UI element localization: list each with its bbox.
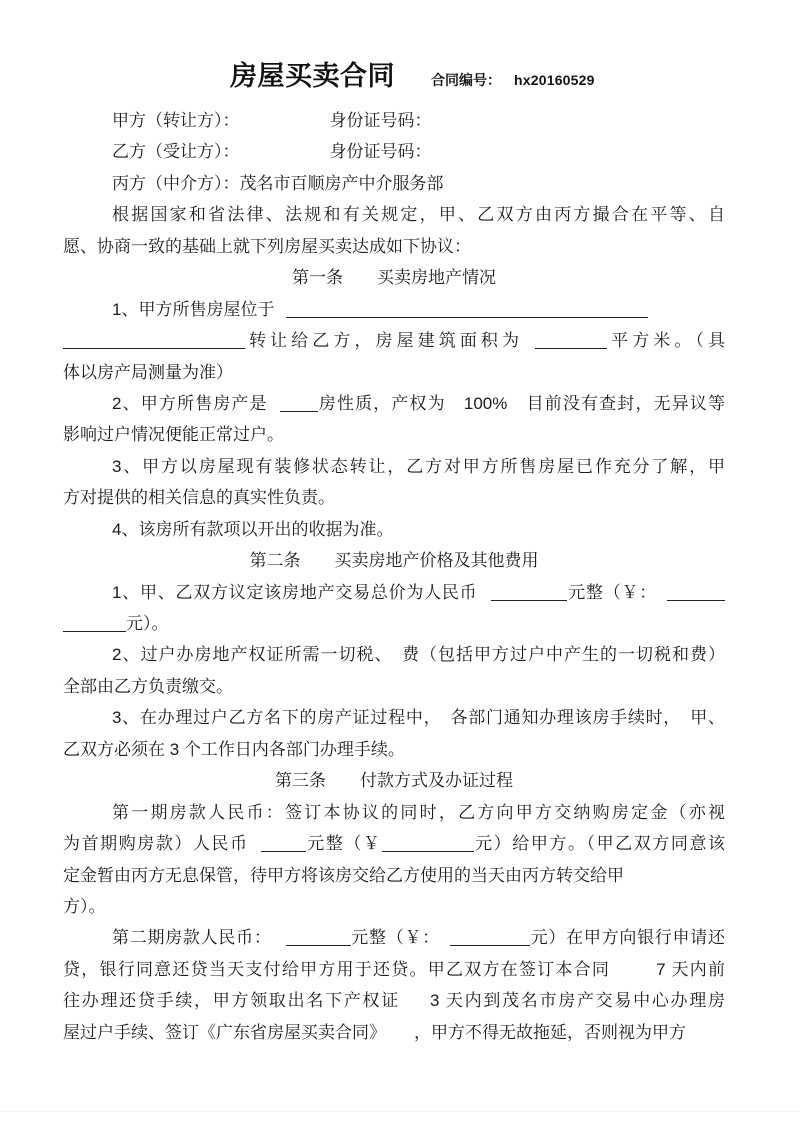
doc-text: 1、甲、乙双方议定该房地产交易总价为人民币 bbox=[112, 582, 478, 602]
doc-text: 元）。 bbox=[126, 614, 169, 633]
preamble-line bbox=[63, 199, 725, 230]
doc-text: 3 天内到茂名市房产交易中心办理房 bbox=[430, 991, 726, 1011]
doc-text: 方对提供的相关信息的真实性负责。 bbox=[63, 488, 335, 508]
page-title: 房屋买卖合同 bbox=[230, 61, 395, 91]
spacer bbox=[610, 974, 656, 975]
doc-text: 乙方（受让方）： bbox=[112, 142, 240, 162]
blank-field bbox=[261, 835, 306, 852]
clause-line bbox=[63, 702, 725, 733]
doc-text: 元）在甲方向银行申请还 bbox=[529, 928, 726, 948]
doc-text: 愿、协商一致的基础上就下列房屋买卖达成如下协议： bbox=[63, 236, 471, 256]
spacer bbox=[268, 408, 280, 409]
section-1-heading bbox=[63, 262, 725, 293]
document-header bbox=[230, 58, 595, 94]
clause-line bbox=[63, 608, 725, 639]
doc-text: 转让给乙方，房屋建筑面积为 bbox=[245, 331, 524, 351]
blank-field bbox=[450, 929, 530, 946]
clause-line bbox=[63, 482, 725, 513]
payment-2-line bbox=[63, 1017, 725, 1048]
blank-field bbox=[535, 332, 607, 349]
contract-number-value: hx20160529 bbox=[514, 72, 595, 88]
doc-text: 贷，银行同意还贷当天支付给甲方用于还贷。甲乙双方在签订本合同 bbox=[63, 959, 611, 979]
preamble-line bbox=[63, 231, 725, 262]
clause-line bbox=[63, 671, 725, 702]
doc-text: 元）给甲方。（甲乙双方同意该 bbox=[473, 834, 726, 854]
payment-1-line bbox=[63, 860, 725, 891]
blank-field bbox=[286, 929, 351, 946]
clause-line bbox=[63, 419, 725, 450]
doc-text: 3、在办理过户乙方名下的房产证过程中， 各部门通知办理该房手续时， 甲、 bbox=[112, 708, 725, 728]
doc-text: 影响过户情况便能正常过户。 bbox=[63, 425, 284, 445]
spacer bbox=[657, 597, 667, 598]
spacer bbox=[272, 942, 286, 943]
payment-2-line bbox=[63, 954, 725, 985]
party-a-line bbox=[63, 105, 725, 136]
blank-field bbox=[382, 835, 474, 852]
doc-text: 乙双方必须在 3 个工作日内各部门办理手续。 bbox=[63, 739, 405, 759]
doc-text: 第二条 买卖房地产价格及其他费用 bbox=[249, 551, 539, 571]
blank-field bbox=[286, 301, 648, 318]
doc-text: 身份证号码： bbox=[329, 142, 432, 162]
doc-text: 2、过户办房地产权证所需一切税、 费（包括甲方过户中产生的一切税和费） bbox=[112, 645, 725, 665]
clause-line bbox=[63, 451, 725, 482]
payment-1-line bbox=[63, 797, 725, 828]
spacer bbox=[386, 1037, 414, 1038]
page-bottom-edge bbox=[0, 1111, 800, 1112]
blank-field bbox=[63, 332, 245, 349]
clause-line bbox=[63, 388, 725, 419]
spacer bbox=[523, 345, 535, 346]
doc-text: 4、该房所有款项以开出的收据为准。 bbox=[112, 519, 394, 539]
doc-text: 3、甲方以房屋现有装修状态转让，乙方对甲方所售房屋已作充分了解，甲 bbox=[112, 456, 725, 476]
blank-field bbox=[63, 615, 126, 632]
contract-number-label: 合同编号： bbox=[431, 72, 501, 88]
doc-text: 第三条 付款方式及办证过程 bbox=[275, 771, 513, 791]
doc-text: 第一条 买卖房地产情况 bbox=[292, 268, 496, 288]
doc-text: 方）。 bbox=[63, 896, 106, 916]
document-body bbox=[63, 105, 725, 1048]
clause-line bbox=[63, 639, 725, 670]
doc-text: 房性质，产权为 100% 目前没有查封，无异议等 bbox=[317, 393, 725, 413]
doc-text: ，甲方不得无故拖延，否则视为甲方 bbox=[414, 1022, 686, 1042]
doc-text: 1、甲方所售房屋位于 bbox=[112, 299, 275, 319]
spacer bbox=[477, 597, 491, 598]
section-3-heading bbox=[63, 765, 725, 796]
party-b-line bbox=[63, 136, 725, 167]
spacer bbox=[440, 942, 450, 943]
doc-text: 7 天内前 bbox=[656, 959, 725, 979]
clause-line bbox=[63, 325, 725, 356]
clause-line bbox=[63, 577, 725, 608]
doc-text: 定金暂由丙方无息保管，待甲方将该房交给乙方使用的当天由丙方转交给甲 bbox=[63, 865, 624, 885]
blank-field bbox=[667, 584, 725, 601]
doc-text: 元整（￥ bbox=[305, 834, 382, 854]
payment-1-line bbox=[63, 891, 725, 922]
clause-line bbox=[63, 357, 725, 388]
payment-2-line bbox=[63, 922, 725, 953]
spacer bbox=[274, 314, 286, 315]
doc-text: 2、甲方所售房产是 bbox=[112, 393, 268, 413]
doc-text: 平方米。（具 bbox=[607, 331, 726, 351]
clause-line bbox=[63, 514, 725, 545]
contract-number bbox=[431, 70, 595, 90]
blank-field bbox=[280, 395, 318, 412]
spacer bbox=[400, 1005, 430, 1006]
spacer bbox=[249, 848, 261, 849]
clause-line bbox=[63, 734, 725, 765]
doc-text: 元整（￥： bbox=[350, 928, 440, 948]
doc-text: 屋过户手续、签订《广东省房屋买卖合同》 bbox=[63, 1022, 386, 1042]
doc-text: 甲方（转让方）： bbox=[112, 111, 240, 130]
payment-2-line bbox=[63, 985, 725, 1016]
clause-line bbox=[63, 294, 725, 325]
payment-1-line bbox=[63, 828, 725, 859]
doc-text: 全部由乙方负责缴交。 bbox=[63, 676, 233, 696]
party-c-line bbox=[63, 168, 725, 199]
doc-text: 丙方（中介方）：茂名市百顺房产中介服务部 bbox=[112, 173, 444, 193]
doc-text: 第一期房款人民币：签订本协议的同时，乙方向甲方交纳购房定金（亦视 bbox=[112, 802, 725, 822]
spacer bbox=[240, 125, 330, 126]
doc-text: 往办理还贷手续，甲方领取出名下产权证 bbox=[63, 991, 400, 1011]
blank-field bbox=[491, 584, 567, 601]
doc-text: 为首期购房款）人民币 bbox=[63, 834, 249, 854]
doc-text: 体以房产局测量为准） bbox=[63, 362, 233, 382]
doc-text: 身份证号码： bbox=[329, 111, 432, 130]
doc-text: 第二期房款人民币： bbox=[112, 928, 272, 948]
section-2-heading bbox=[63, 545, 725, 576]
spacer bbox=[240, 156, 330, 157]
doc-text: 根据国家和省法律、法规和有关规定，甲、乙双方由丙方撮合在平等、自 bbox=[112, 205, 725, 225]
doc-text: 元整（￥： bbox=[567, 582, 657, 602]
